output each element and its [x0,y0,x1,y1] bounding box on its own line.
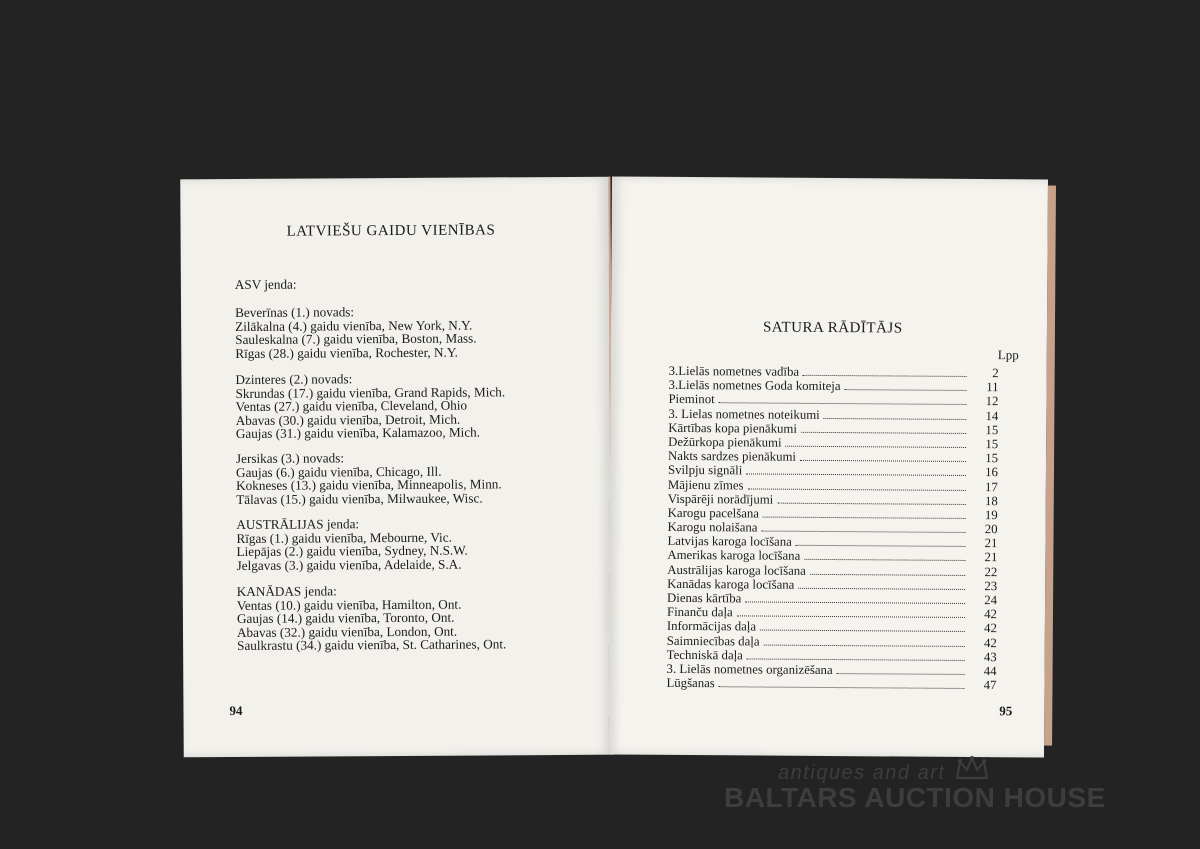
page-number: 94 [229,702,243,719]
dot-leader [803,375,967,377]
toc-entry-title: Informācijas daļa [666,619,757,634]
toc-entry-title: 3. Lielas nometnes noteikumi [668,406,820,422]
table-of-contents [666,364,998,693]
text-line: Rīgas (28.) gaidu vienība, Rochester, N.Y. [235,344,458,361]
dot-leader [804,559,965,561]
toc-entry-page: 19 [984,507,998,523]
dot-leader [763,516,966,518]
text-line: Zilākalna (4.) gaidu vienība, New York, N.Y. [235,317,473,334]
watermark-tagline: antiques and art [778,762,946,784]
text-line: Abavas (30.) gaidu vienība, Detroit, Mich. [235,411,461,428]
dot-leader [748,488,966,491]
section-beverinas [235,305,477,360]
watermark [724,762,1124,822]
dot-leader [746,474,966,477]
toc-entry-title: Vispārēji norādījumi [667,491,774,507]
toc-entry [666,676,996,692]
toc-entry-page: 23 [984,578,998,593]
right-page [608,176,1048,757]
toc-entry-title: Saimniecības daļa [666,633,760,649]
toc-entry-page: 18 [984,493,998,508]
dot-leader [810,574,965,576]
page-title: SATURA RĀDĪTĀJS [762,319,903,337]
dot-leader [824,418,967,420]
text-line: Abavas (32.) gaidu vienība, London, Ont. [236,623,458,640]
section-asv [235,278,297,292]
section-jersikas [236,450,502,506]
page-number: 95 [999,703,1013,719]
toc-entry-page: 47 [983,678,997,693]
dot-leader [796,545,966,547]
dot-leader [777,502,966,504]
dot-leader [798,588,965,590]
page-edge [1044,186,1056,746]
toc-entry-title: Dienas kārtība [667,590,742,606]
toc-entry-page: 43 [983,649,997,664]
text-line: Rīgas (1.) gaidu vienība, Mebourne, Vic. [236,529,452,546]
toc-entry-title: Karogu pacelšana [667,505,760,521]
toc-entry-page: 15 [985,437,999,452]
toc-entry-title: Pieminot [668,392,715,407]
toc-entry-page: 2 [992,366,999,381]
text-line: Gaujas (14.) gaidu vienība, Toronto, Ont. [236,609,455,626]
toc-entry-title: Mājienu zīmes [667,477,744,492]
dot-leader [786,446,967,448]
toc-entry-page: 42 [983,635,997,650]
toc-entry-page: 15 [985,451,999,466]
dot-leader [837,673,965,675]
toc-entry-title: Svilpju signāli [667,463,743,478]
toc-entry-page: 15 [985,422,999,437]
crown-icon [954,756,990,787]
toc-entry-page: 11 [986,380,999,395]
toc-entry-page: 21 [984,550,998,565]
watermark-brand: BALTARS AUCTION HOUSE [724,782,1106,813]
text-line: Beverīnas (1.) novads: [235,304,355,320]
text-line: Gaujas (6.) gaidu vienība, Chicago, Ill. [235,463,442,480]
toc-entry [669,378,999,394]
open-booklet [182,178,1046,756]
text-line: Jersikas (3.) novads: [235,450,345,466]
text-line: KANĀDAS jenda: [236,583,337,599]
toc-entry-title: 3.Lielās nometnes vadība [668,363,800,379]
page-column-header: Lpp [997,347,1019,363]
toc-entry-title: Nakts sardzes pienākumi [668,449,797,464]
text-line: Sauleskalna (7.) gaidu vienība, Boston, Mass. [235,330,477,347]
toc-entry [667,662,997,678]
toc-entry-title: 3.Lielās nometnes Goda komiteja [668,378,841,394]
toc-entry-page: 42 [984,607,998,622]
dot-leader [801,432,966,434]
text-line: Dzinteres (2.) novads: [235,371,353,387]
dot-leader [764,644,965,646]
toc-entry-title: Austrālijas karoga locīšana [667,562,806,578]
toc-entry-title: Techniskā daļa [666,647,743,663]
dot-leader [760,630,965,632]
toc-entry-page: 21 [984,536,998,551]
toc-entry-title: Karogu nolaišana [667,519,758,535]
toc-entry-page: 12 [985,394,999,409]
toc-entry-title: Latvijas karoga locīšana [667,534,792,549]
text-line: Skrundas (17.) gaidu vienība, Grand Rapids, Mich. [235,383,506,401]
toc-entry-title: 3. Lielās nometnes organizēšana [666,661,833,677]
dot-leader [845,389,967,391]
toc-entry-page: 14 [985,408,999,423]
text-line: Ventas (10.) gaidu vienība, Hamilton, Ont. [236,596,462,613]
left-page [180,177,614,758]
section-dzinteres [235,371,505,440]
toc-entry-page: 20 [984,522,998,537]
dot-leader [745,601,965,604]
text-line: Jelgavas (3.) gaidu vienība, Adelaide, S.A. [236,556,462,573]
dot-leader [800,460,966,462]
text-line: Liepājas (2.) gaidu vienība, Sydney, N.S.W. [236,542,468,559]
section-kanadas [237,583,507,652]
toc-entry-page: 16 [985,465,999,480]
toc-entry-title: Amerikas karoga locīšana [667,548,801,564]
page-title: LATVIEŠU GAIDU VIENĪBAS [286,222,496,240]
section-australijas [236,517,468,572]
dot-leader [737,616,965,619]
toc-entry-title: Kārtības kopa pienākumi [668,420,797,436]
toc-entry-title: Kanādas karoga locīšana [667,576,795,592]
dot-leader [761,531,965,533]
toc-entry-page: 42 [984,621,997,636]
toc-entry-title: Finanču daļa [666,605,733,620]
dot-leader [719,686,965,689]
toc-entry-page: 22 [984,564,998,579]
text-line: Gaujas (31.) gaidu vienība, Kalamazoo, Mich. [235,424,481,441]
toc-entry-title: Dežūrkopa pienākumi [668,434,782,450]
toc-entry-page: 24 [984,593,998,608]
text-line: ASV jenda: [234,276,297,292]
toc-entry-title: Lūgšanas [666,676,715,691]
dot-leader [747,658,965,661]
text-line: Ventas (27.) gaidu vienība, Cleveland, Ohio [235,397,468,414]
toc-entry-page: 44 [983,664,997,679]
text-line: Kokneses (13.) gaidu vienība, Minneapolis, Minn. [236,476,502,493]
text-line: AUSTRĀLIJAS jenda: [236,516,360,532]
text-line: Tālavas (15.) gaidu vienība, Milwaukee, Wisc. [236,489,483,507]
dot-leader [719,403,967,406]
toc-entry-page: 17 [985,479,998,494]
text-line: Saulkrastu (34.) gaidu vienība, St. Catharines, Ont. [237,636,507,653]
